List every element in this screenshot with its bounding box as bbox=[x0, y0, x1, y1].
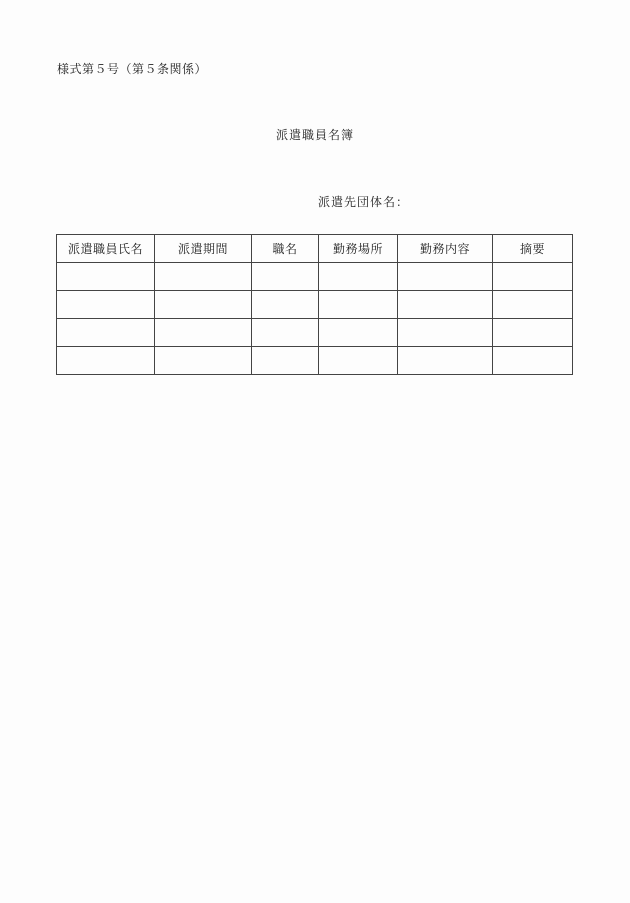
table-cell bbox=[252, 291, 319, 319]
table-cell bbox=[252, 319, 319, 347]
table-cell bbox=[155, 291, 252, 319]
table-cell bbox=[398, 347, 493, 375]
table-cell bbox=[398, 263, 493, 291]
table-cell bbox=[155, 263, 252, 291]
table-cell bbox=[252, 347, 319, 375]
table-cell bbox=[57, 291, 155, 319]
table-cell bbox=[493, 291, 573, 319]
table-row bbox=[57, 291, 573, 319]
table-cell bbox=[252, 263, 319, 291]
document-title: 派遣職員名簿 bbox=[275, 128, 354, 142]
table-cell bbox=[319, 347, 398, 375]
dispatched-staff-table bbox=[56, 234, 573, 375]
form-number: 様式第５号（第５条関係） bbox=[57, 62, 208, 76]
table-cell bbox=[319, 263, 398, 291]
table-cell bbox=[57, 347, 155, 375]
destination-org-label: 派遣先団体名： bbox=[318, 195, 410, 209]
table-row bbox=[57, 263, 573, 291]
table-cell bbox=[493, 319, 573, 347]
table-cell bbox=[493, 347, 573, 375]
table-cell bbox=[398, 291, 493, 319]
header-remarks: 摘要 bbox=[493, 235, 573, 263]
header-staff-name: 派遣職員氏名 bbox=[57, 235, 155, 263]
table-cell bbox=[493, 263, 573, 291]
table-cell bbox=[319, 291, 398, 319]
table-cell bbox=[57, 319, 155, 347]
header-work-location: 勤務場所 bbox=[319, 235, 398, 263]
table-row bbox=[57, 347, 573, 375]
header-job-title: 職名 bbox=[252, 235, 319, 263]
table-cell bbox=[155, 347, 252, 375]
header-dispatch-period: 派遣期間 bbox=[155, 235, 252, 263]
table-cell bbox=[319, 319, 398, 347]
table-cell bbox=[57, 263, 155, 291]
table-row bbox=[57, 319, 573, 347]
header-work-content: 勤務内容 bbox=[398, 235, 493, 263]
table-header-row bbox=[57, 235, 573, 263]
table-cell bbox=[398, 319, 493, 347]
table-cell bbox=[155, 319, 252, 347]
